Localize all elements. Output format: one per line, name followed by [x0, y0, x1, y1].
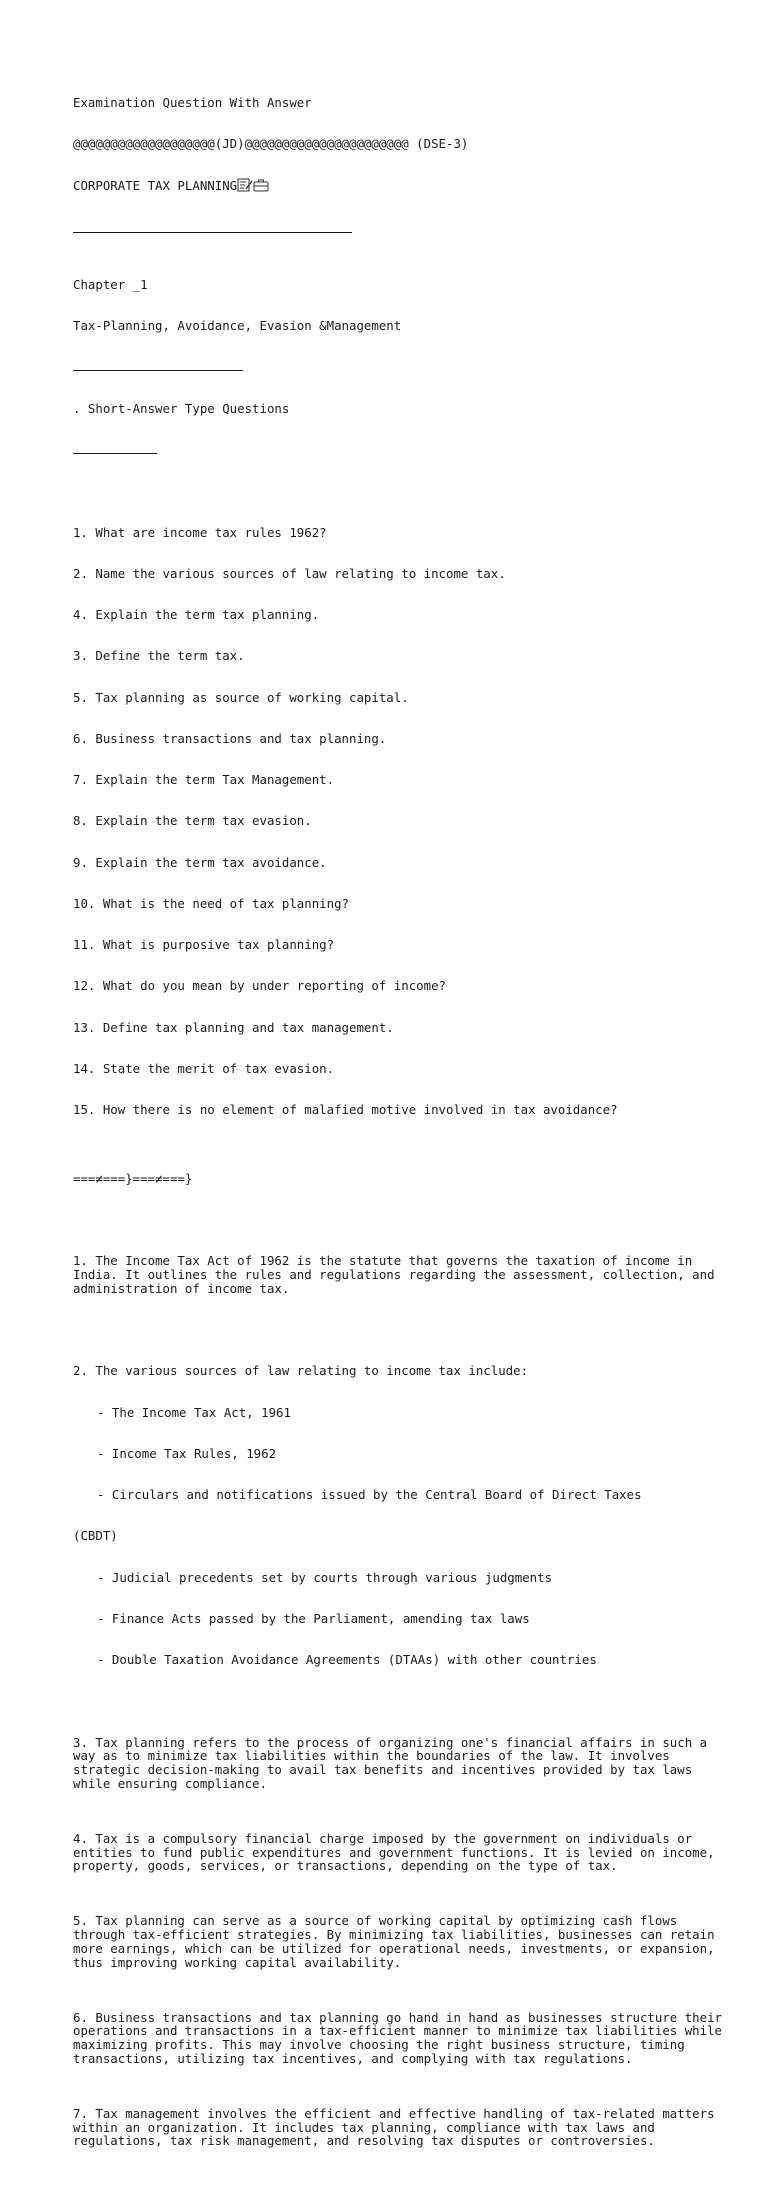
source-item: - Double Taxation Avoidance Agreements (DTAAs) with other countries	[97, 1652, 597, 1667]
question-item: 4. Explain the term tax planning.	[73, 607, 320, 622]
code-line: @@@@@@@@@@@@@@@@@@@(JD)@@@@@@@@@@@@@@@@@@@@@@ (DSE-3)	[73, 135, 469, 151]
source-item: - Judicial precedents set by courts through various judgments	[97, 1569, 553, 1585]
subject-title: CORPORATE TAX PLANNING	[73, 178, 238, 193]
question-item: 11. What is purposive tax planning?	[73, 937, 335, 952]
question-item: 7. Explain the term Tax Management.	[73, 772, 335, 787]
question-item: 13. Define tax planning and tax management.	[73, 1019, 394, 1035]
question-item: 2. Name the various sources of law relating to income tax.	[73, 565, 506, 581]
source-item: - Finance Acts passed by the Parliament, amending tax laws	[97, 1610, 530, 1626]
question-item: 6. Business transactions and tax planning.	[73, 730, 387, 746]
source-item: - Income Tax Rules, 1962	[97, 1445, 277, 1461]
doc-title: Examination Question With Answer	[73, 94, 312, 110]
answer-3: 3. Tax planning refers to the process of organizing one's financial affairs in such a way as to minimize tax liabilities within the boundaries of the law. It involves strategic decision-making to avail tax benefits and incentives provided by tax laws while ensuring compliance.	[73, 1734, 715, 1791]
question-list	[73, 498, 733, 1144]
subject-line	[73, 178, 733, 195]
section-title: . Short-Answer Type Questions	[73, 400, 290, 416]
question-item: 9. Explain the term tax avoidance.	[73, 854, 327, 870]
answers-divider: ===≠===}===≠===}	[73, 1170, 193, 1186]
question-item: 15. How there is no element of malafied motive involved in tax avoidance?	[73, 1102, 618, 1117]
answer-1: 1. The Income Tax Act of 1962 is the statute that governs the taxation of income in India. It outlines the rules and regulations regarding the assessment, collection, and administration of income tax.	[73, 1253, 723, 1296]
source-item: - The Income Tax Act, 1961	[97, 1404, 291, 1420]
divider-rule	[73, 360, 243, 371]
question-item: 10. What is the need of tax planning?	[73, 895, 350, 911]
question-item: 1. What are income tax rules 1962?	[73, 524, 327, 540]
memo-icon	[237, 178, 253, 195]
question-item: 5. Tax planning as source of working capital.	[73, 689, 409, 705]
question-item: 8. Explain the term tax evasion.	[73, 813, 312, 829]
briefcase-icon	[253, 178, 269, 195]
answer-7: 7. Tax management involves the efficient and effective handling of tax-related matters within an organization. It includes tax planning, compliance with tax laws and regulations, tax risk management, and resolving tax disputes or controversies.	[73, 2105, 723, 2149]
answer-list	[73, 1227, 733, 2190]
divider-rule	[73, 222, 352, 233]
answer-2-intro: 2. The various sources of law relating to income tax include:	[73, 1363, 529, 1379]
question-item: 3. Define the term tax.	[73, 648, 245, 664]
question-item: 14. State the merit of tax evasion.	[73, 1060, 335, 1076]
divider-rule	[73, 443, 157, 454]
answer-5: 5. Tax planning can serve as a source of working capital by optimizing cash flows through tax-efficient strategies. By minimizing tax liabilities, businesses can retain more earnings, which can be utilized for operational needs, investments, or expansion, thus improving working capital availability.	[73, 1913, 723, 1970]
question-item: 12. What do you mean by under reporting of income?	[73, 978, 446, 994]
answer-4: 4. Tax is a compulsory financial charge imposed by the government on individuals or entities to fund public expenditures and government functions. It is levied on income, property, goods, services, or transactions, depending on the type of tax.	[73, 1830, 723, 1874]
answer-2	[73, 1337, 733, 1695]
document-page	[73, 68, 733, 2203]
source-item-wrap: (CBDT)	[73, 1528, 118, 1544]
answer-6: 6. Business transactions and tax planning go hand in hand as businesses structure their operations and transactions in a tax-efficient manner to minimize tax liabilities while maximizing profits. This may involve choosing the right business structure, timing transactions, utilizing tax incentives, and complying with tax regulations.	[73, 2009, 730, 2066]
source-item: - Circulars and notifications issued by the Central Board of Direct Taxes	[97, 1487, 642, 1502]
chapter-title: Tax-Planning, Avoidance, Evasion &Management	[73, 317, 402, 333]
chapter-label: Chapter _1	[73, 276, 148, 292]
